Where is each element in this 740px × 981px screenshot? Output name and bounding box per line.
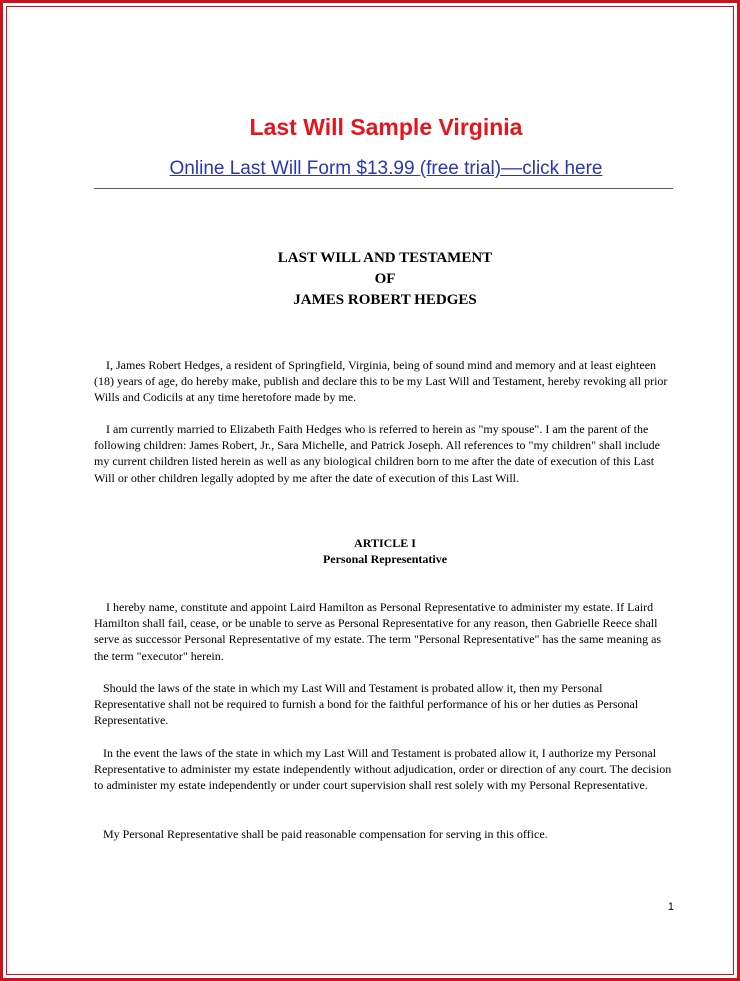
article-paragraph-3: In the event the laws of the state in which my Last Will and Testament is probated allow it, I authorize my Personal Representative to administer my estate independently without adjudication, order or direction of any court. The decision to administer my estate independently or under court supervision shall rest solely with my Personal Representative.: [94, 746, 672, 793]
doc-heading-line2: OF: [374, 271, 396, 287]
intro-paragraph-1: I, James Robert Hedges, a resident of Springfield, Virginia, being of sound mind and memory and at least eighteen (18) years of age, do hereby make, publish and declare this to be my Last Will and Testament, hereby revoking all prior Wills and Codicils at any time heretofore made by me.: [94, 358, 668, 405]
intro-paragraph-2: I am currently married to Elizabeth Faith Hedges who is referred to herein as "my spouse". I am the parent of the following children: James Robert, Jr., Sara Michelle, and Patrick Joseph. All references to "my children" shall include my current children listed herein as well as any biological children born to me after the date of execution of this Last Will or other children legally adopted by me after the date of execution of this Last Will.: [94, 422, 660, 485]
article-paragraph-1: I hereby name, constitute and appoint Laird Hamilton as Personal Representative to administer my estate. If Laird Hamilton shall fail, cease, or be unable to serve as Personal Representative for any reason, then Gabrielle Reece shall serve as successor Personal Representative of my estate. The term "Personal Representative" has the same meaning as the term "executor" herein.: [94, 600, 662, 663]
doc-heading-line3: JAMES ROBERT HEDGES: [293, 292, 477, 308]
article-number: ARTICLE I: [354, 536, 416, 550]
page-title: Last Will Sample Virginia: [249, 114, 523, 140]
promo-link[interactable]: Online Last Will Form $13.99 (free trial)––click here: [169, 158, 603, 179]
article-title: Personal Representative: [322, 552, 448, 566]
page-number: 1: [667, 901, 674, 913]
article-paragraph-4: My Personal Representative shall be paid reasonable compensation for serving in this office.: [94, 827, 548, 841]
article-paragraph-2: Should the laws of the state in which my Last Will and Testament is probated allow it, then my Personal Representative shall not be required to furnish a bond for the faithful performance of his or her duties as Personal Representative.: [94, 681, 639, 728]
doc-heading-line1: LAST WILL AND TESTAMENT: [277, 250, 493, 266]
divider: [94, 188, 673, 189]
